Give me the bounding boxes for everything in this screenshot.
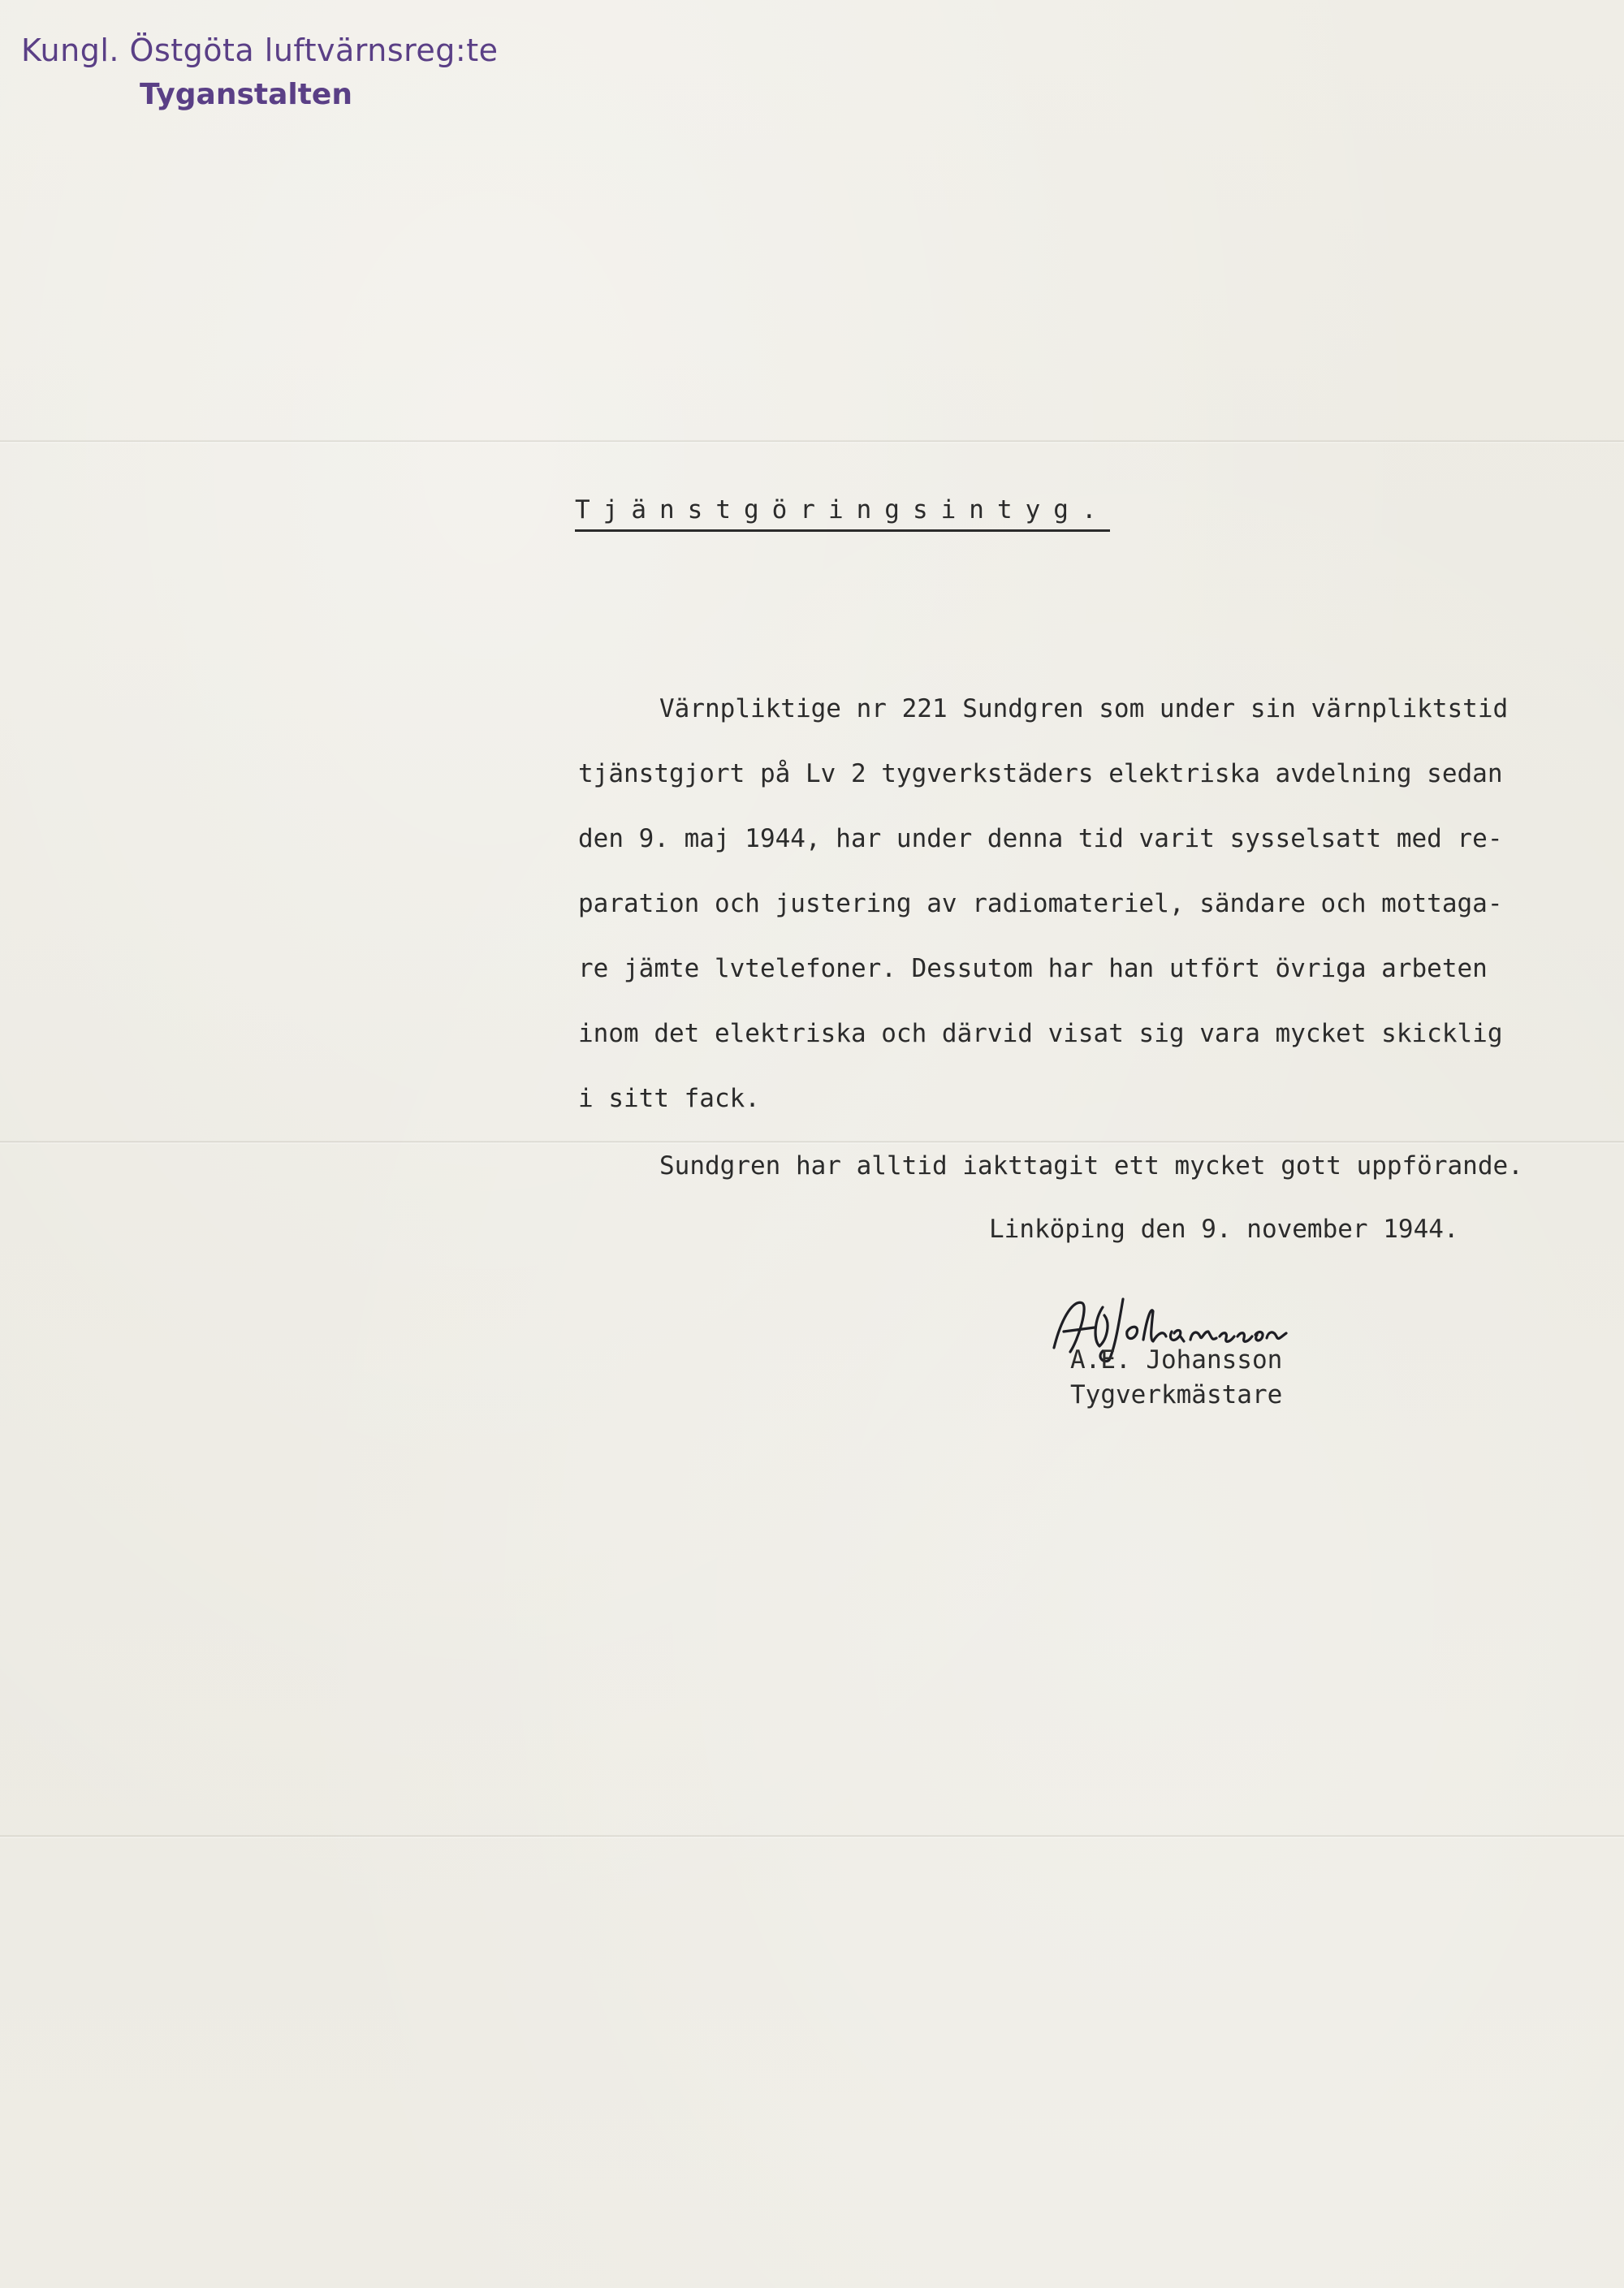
- body-line: i sitt fack.: [578, 1084, 760, 1113]
- paper-fold: [0, 1835, 1624, 1838]
- body-line: re jämte lvtelefoner. Dessutom har han utfört övriga arbeten: [578, 954, 1488, 983]
- body-line: Värnpliktige nr 221 Sundgren som under sin värnpliktstid: [659, 694, 1509, 723]
- body-line: tjänstgjort på Lv 2 tygverkstäders elektriska avdelning sedan: [578, 759, 1503, 788]
- place-and-date: Linköping den 9. november 1944.: [989, 1215, 1459, 1244]
- conduct-statement: Sundgren har alltid iakttagit ett mycket gott uppförande.: [659, 1151, 1523, 1181]
- body-line: paration och justering av radiomateriel, sändare och mottaga-: [578, 889, 1503, 918]
- body-line: inom det elektriska och därvid visat sig vara mycket skicklig: [578, 1019, 1503, 1048]
- paper-fold: [0, 440, 1624, 443]
- signatory-title: Tygverkmästare: [1070, 1380, 1283, 1409]
- paper-fold: [0, 1141, 1624, 1144]
- body-line: den 9. maj 1944, har under denna tid varit sysselsatt med re-: [578, 824, 1503, 853]
- letterhead-stamp-regiment: Kungl. Östgöta luftvärnsreg:te: [21, 32, 499, 68]
- document-title: Tjänstgöringsintyg.: [575, 495, 1110, 532]
- signatory-name: A.E. Johansson: [1070, 1345, 1283, 1375]
- letterhead-stamp-unit: Tyganstalten: [140, 78, 352, 111]
